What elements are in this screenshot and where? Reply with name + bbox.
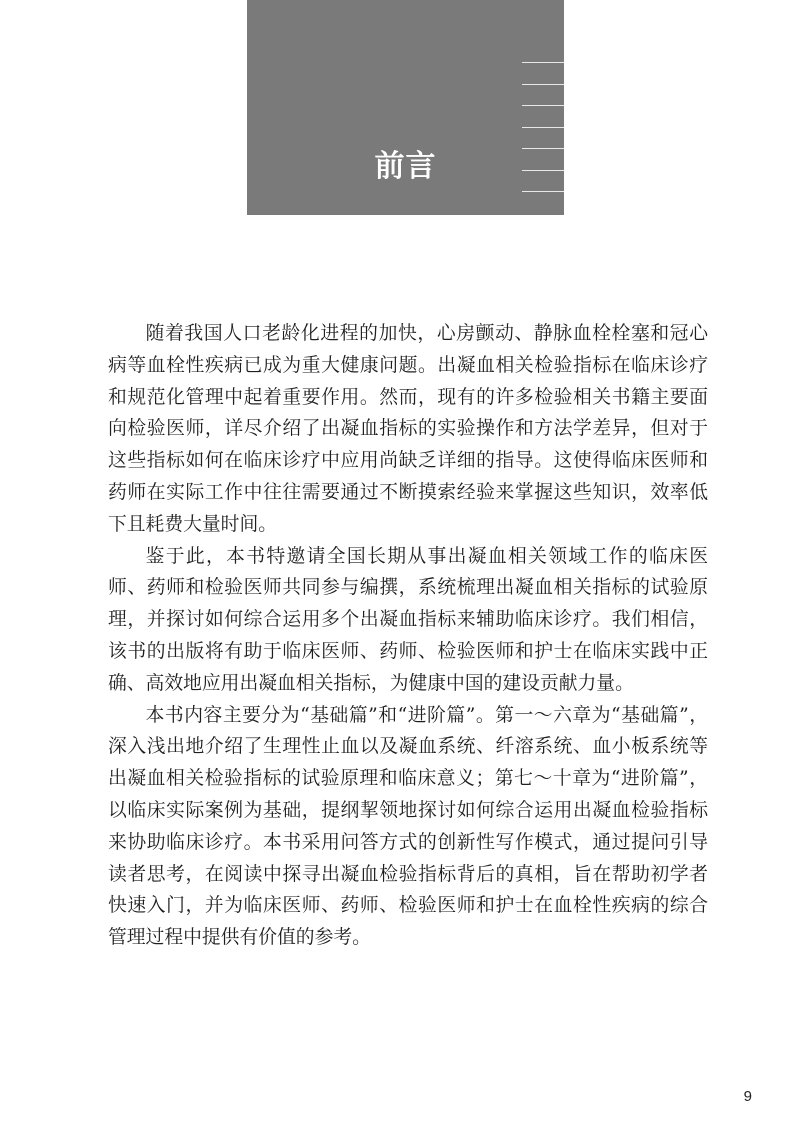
chapter-header-block: [247, 0, 564, 215]
page-number: 9: [743, 1088, 752, 1105]
decorative-line: [522, 127, 564, 128]
chapter-title: 前言: [374, 149, 437, 184]
decorative-line: [522, 191, 564, 192]
decorative-line: [522, 62, 564, 63]
decorative-line: [522, 170, 564, 171]
decorative-line: [522, 148, 564, 149]
decorative-lines: [522, 62, 564, 213]
paragraph: 随着我国人口老龄化进程的加快，心房颤动、静脉血栓栓塞和冠心病等血栓性疾病已成为重大健康问题。出凝血相关检验指标在临床诊疗和规范化管理中起着重要作用。然而，现有的许多检验相关书籍主要面向检验医师，详尽介绍了出凝血指标的实验操作和方法学差异，但对于这些指标如何在临床诊疗中应用尚缺乏详细的指导。这使得临床医师和药师在实际工作中往往需要通过不断摸索经验来掌握这些知识，效率低下且耗费大量时间。: [108, 323, 708, 535]
preface-body: [108, 318, 708, 954]
decorative-line: [522, 105, 564, 106]
paragraph: 鉴于此，本书特邀请全国长期从事出凝血相关领域工作的临床医师、药师和检验医师共同参与编撰，系统梳理出凝血相关指标的试验原理，并探讨如何综合运用多个出凝血指标来辅助临床诊疗。我们相信，该书的出版将有助于临床医师、药师、检验医师和护士在临床实践中正确、高效地应用出凝血相关指标，为健康中国的建设贡献力量。: [108, 545, 708, 694]
paragraph: 本书内容主要分为“基础篇”和“进阶篇”。第一～六章为“基础篇”，深入浅出地介绍了生理性止血以及凝血系统、纤溶系统、血小板系统等出凝血相关检验指标的试验原理和临床意义；第七～十章为“进阶篇”，以临床实际案例为基础，提纲挈领地探讨如何综合运用出凝血检验指标来协助临床诊疗。本书采用问答方式的创新性写作模式，通过提问引导读者思考，在阅读中探寻出凝血检验指标背后的真相，旨在帮助初学者快速入门，并为临床医师、药师、检验医师和护士在血栓性疾病的综合管理过程中提供有价值的参考。: [108, 704, 708, 949]
decorative-line: [522, 84, 564, 85]
